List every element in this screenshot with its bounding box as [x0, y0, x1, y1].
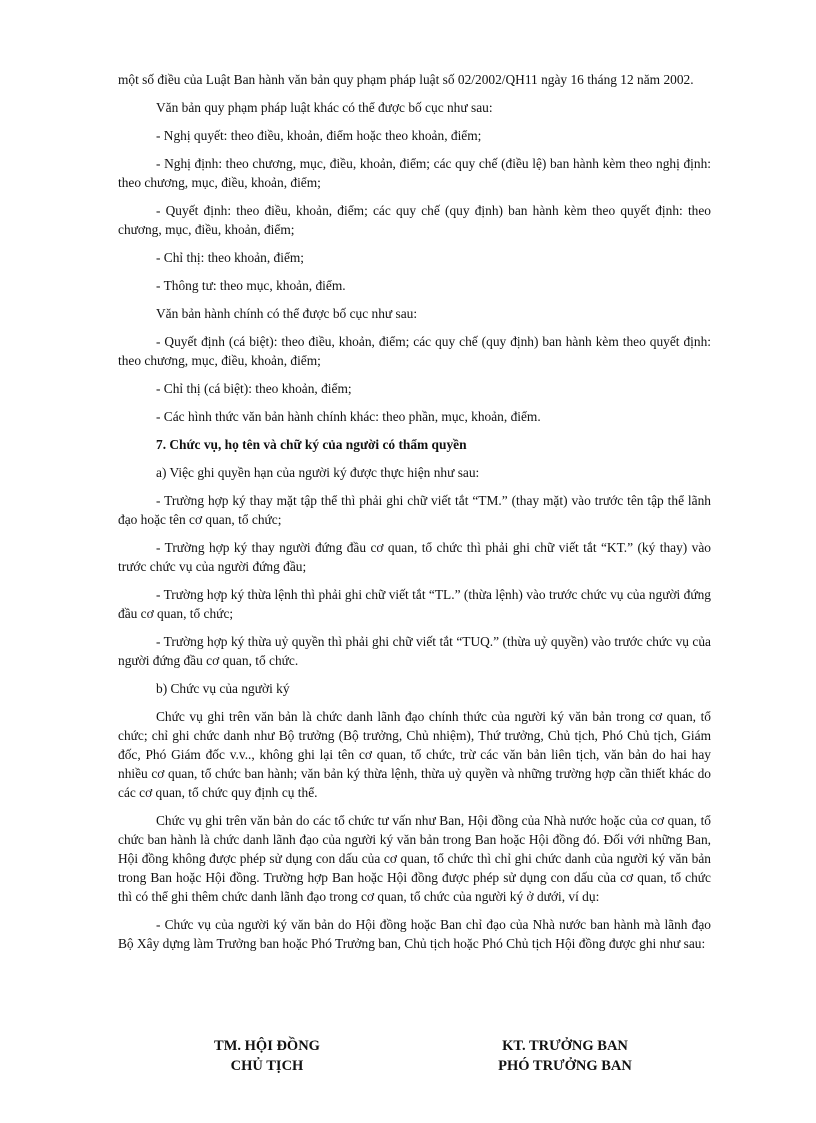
list-item: - Chức vụ của người ký văn bản do Hội đồng hoặc Ban chỉ đạo của Nhà nước ban hành mà lãnh đạo Bộ Xây dựng làm Trưởng ban hoặc Phó Trưởng ban, Chủ tịch hoặc Phó Chủ tịch Hội đồng được ghi như sau:: [118, 917, 711, 951]
list-item: - Chỉ thị (cá biệt): theo khoản, điểm;: [156, 381, 352, 396]
signature-block-left: [157, 1036, 377, 1076]
list-item: - Thông tư: theo mục, khoản, điểm.: [156, 278, 346, 293]
signature-authority: KT. TRƯỞNG BAN: [502, 1038, 628, 1054]
subsection-heading: a) Việc ghi quyền hạn của người ký được thực hiện như sau:: [156, 465, 480, 480]
list-item: - Nghị định: theo chương, mục, điều, khoản, điểm; các quy chế (điều lệ) ban hành kèm theo nghị định: theo chương, mục, điều, khoản, điểm;: [118, 156, 711, 190]
list-item: - Trường hợp ký thừa uỷ quyền thì phải ghi chữ viết tắt “TUQ.” (thừa uỷ quyền) vào trước chức vụ của người đứng đầu cơ quan, tổ chức.: [118, 634, 711, 668]
list-item: - Trường hợp ký thừa lệnh thì phải ghi chữ viết tắt “TL.” (thừa lệnh) vào trước chức vụ của người đứng đầu cơ quan, tổ chức;: [118, 587, 711, 621]
document-body: [118, 70, 711, 962]
list-item: - Quyết định: theo điều, khoản, điểm; các quy chế (quy định) ban hành kèm theo quyết định: theo chương, mục, điều, khoản, điểm;: [118, 203, 711, 237]
signature-block-right: [455, 1036, 675, 1076]
paragraph: Văn bản hành chính có thể được bố cục như sau:: [156, 306, 418, 321]
list-item: - Trường hợp ký thay người đứng đầu cơ quan, tổ chức thì phải ghi chữ viết tắt “KT.” (ký thay) vào trước chức vụ của người đứng đầu;: [118, 540, 711, 574]
signature-authority: TM. HỘI ĐỒNG: [214, 1038, 320, 1054]
paragraph: Văn bản quy phạm pháp luật khác có thể được bố cục như sau:: [156, 100, 493, 115]
subsection-heading: b) Chức vụ của người ký: [156, 681, 290, 696]
list-item: - Chỉ thị: theo khoản, điểm;: [156, 250, 305, 265]
paragraph-continuation: một số điều của Luật Ban hành văn bản quy phạm pháp luật số 02/2002/QH11 ngày 16 tháng 12 năm 2002.: [118, 72, 694, 87]
list-item: - Quyết định (cá biệt): theo điều, khoản, điểm; các quy chế (quy định) ban hành kèm theo quyết định: theo chương, mục, điều, khoản, điểm;: [118, 334, 711, 368]
signature-title: CHỦ TỊCH: [230, 1058, 304, 1074]
list-item: - Trường hợp ký thay mặt tập thể thì phải ghi chữ viết tắt “TM.” (thay mặt) vào trước tên tập thể lãnh đạo hoặc tên cơ quan, tổ chức;: [118, 493, 711, 527]
list-item: - Nghị quyết: theo điều, khoản, điểm hoặc theo khoản, điểm;: [156, 128, 482, 143]
section-heading: 7. Chức vụ, họ tên và chữ ký của người có thẩm quyền: [156, 437, 467, 452]
paragraph: Chức vụ ghi trên văn bản do các tổ chức tư vấn như Ban, Hội đồng của Nhà nước hoặc của cơ quan, tổ chức ban hành là chức danh lãnh đạo của người ký văn bản trong Ban hoặc Hội đồng đó. Đối với những Ban, Hội đồng không được phép sử dụng con dấu của cơ quan, tổ chức thì chỉ ghi chức danh của người ký văn bản trong Ban hoặc Hội đồng. Trường hợp Ban hoặc Hội đồng được phép sử dụng con dấu của cơ quan, tổ chức thì có thể ghi thêm chức danh lãnh đạo trong cơ quan, tổ chức của người ký ở dưới, ví dụ:: [118, 813, 711, 904]
paragraph: Chức vụ ghi trên văn bản là chức danh lãnh đạo chính thức của người ký văn bản trong cơ quan, tổ chức; chỉ ghi chức danh như Bộ trưởng (Bộ trưởng, Chủ nhiệm), Thứ trưởng, Chủ tịch, Phó Chủ tịch, Giám đốc, Phó Giám đốc v.v.., không ghi lại tên cơ quan, tổ chức, trừ các văn bản liên tịch, văn bản do hai hay nhiều cơ quan, tổ chức ban hành; văn bản ký thừa lệnh, thừa uỷ quyền và những trường hợp cần thiết khác do các cơ quan, tổ chức quy định cụ thể.: [118, 709, 711, 800]
list-item: - Các hình thức văn bản hành chính khác: theo phần, mục, khoản, điểm.: [156, 409, 541, 424]
signature-title: PHÓ TRƯỞNG BAN: [498, 1058, 632, 1074]
